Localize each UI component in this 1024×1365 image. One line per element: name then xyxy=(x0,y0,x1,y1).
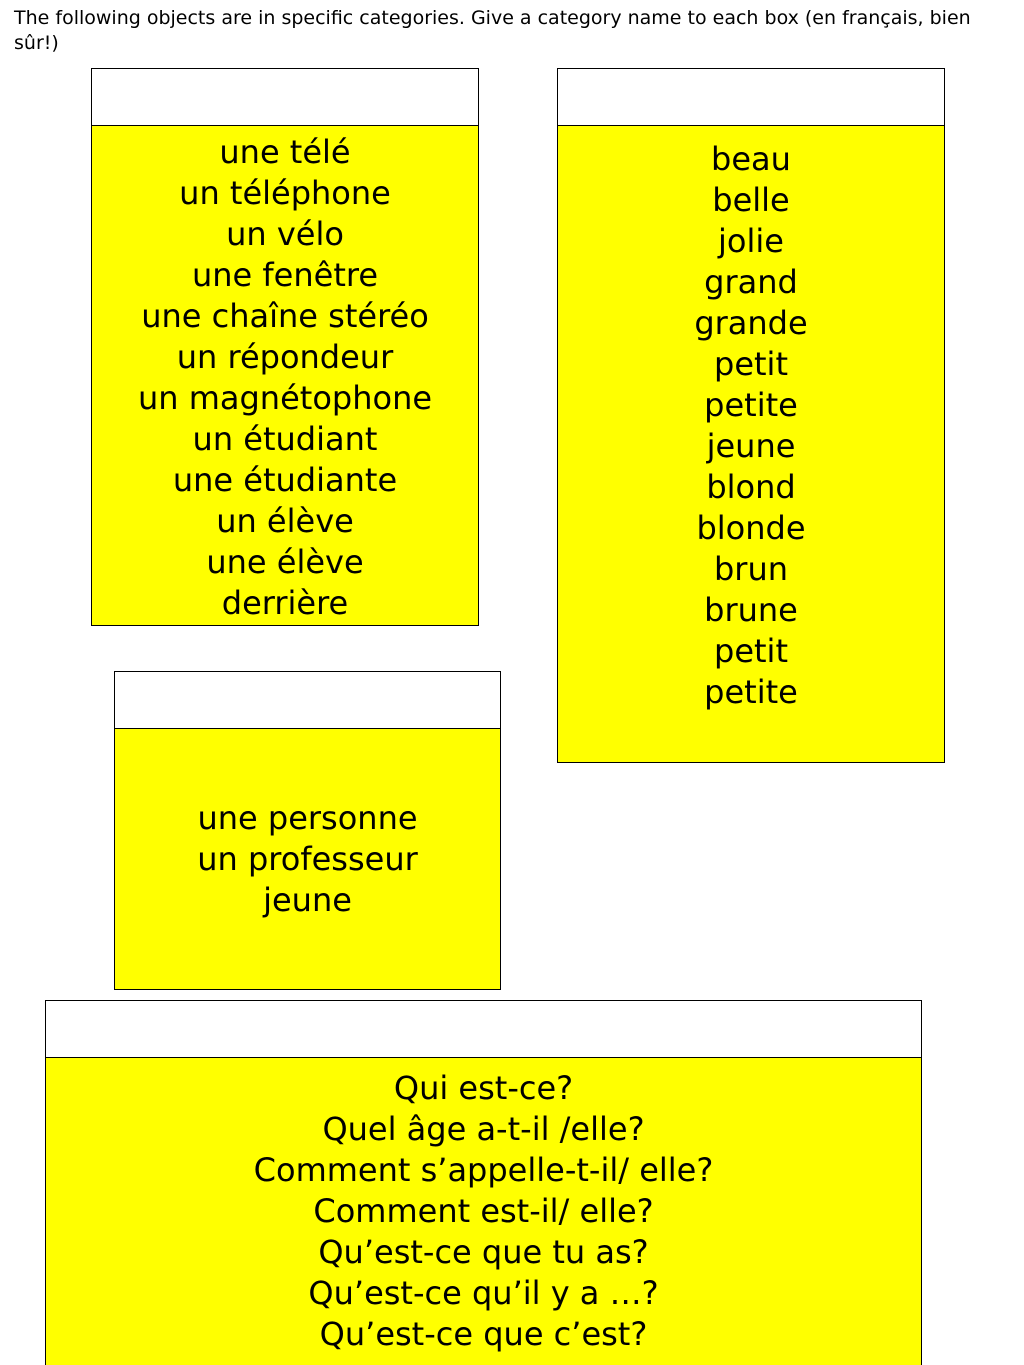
word-list xyxy=(558,126,944,713)
list-item: petite xyxy=(704,386,798,424)
word-list xyxy=(46,1058,921,1355)
list-item: petit xyxy=(714,632,788,670)
list-item: petite xyxy=(704,673,798,711)
category-box-objects xyxy=(91,68,479,626)
list-item: Comment s’appelle-t-il/ elle? xyxy=(253,1151,714,1189)
list-item: une fenêtre xyxy=(191,256,379,294)
word-list xyxy=(115,729,500,921)
list-item: grand xyxy=(704,263,798,301)
list-item: grande xyxy=(694,304,808,342)
list-item: brun xyxy=(713,550,789,588)
list-item: un étudiant xyxy=(192,420,378,458)
list-item: jeune xyxy=(263,881,352,919)
category-name-field-3[interactable] xyxy=(115,672,500,729)
list-item: une élève xyxy=(206,543,364,581)
word-list xyxy=(92,126,478,624)
list-item: Qu’est-ce qu’il y a …? xyxy=(308,1274,659,1312)
list-item: blonde xyxy=(696,509,806,547)
list-item: un répondeur xyxy=(176,338,394,376)
list-item: une télé xyxy=(219,133,351,171)
list-item: Qui est-ce? xyxy=(393,1069,574,1107)
list-item: une étudiante xyxy=(172,461,398,499)
category-box-questions xyxy=(45,1000,922,1365)
category-box-adjectives xyxy=(557,68,945,763)
list-item: jolie xyxy=(718,222,784,260)
list-item: Quel âge a-t-il /elle? xyxy=(322,1110,645,1148)
list-item: blond xyxy=(706,468,796,506)
list-item: Qu’est-ce que c’est? xyxy=(319,1315,648,1353)
list-item: un élève xyxy=(216,502,354,540)
list-item: un vélo xyxy=(226,215,344,253)
list-item: un magnétophone xyxy=(137,379,433,417)
list-item: un téléphone xyxy=(179,174,391,212)
list-item: derrière xyxy=(221,584,349,622)
list-item: une personne xyxy=(197,799,418,837)
list-item: jeune xyxy=(706,427,796,465)
list-item: belle xyxy=(712,181,790,219)
instructions-text: The following objects are in specific categories. Give a category name to each box (en français, bien sûr!) xyxy=(14,7,971,54)
list-item: un professeur xyxy=(197,840,418,878)
list-item: brune xyxy=(704,591,798,629)
list-item: Comment est-il/ elle? xyxy=(313,1192,654,1230)
list-item: Qu’est-ce que tu as? xyxy=(318,1233,649,1271)
category-name-field-4[interactable] xyxy=(46,1001,921,1058)
list-item: beau xyxy=(711,140,791,178)
list-item: une chaîne stéréo xyxy=(141,297,429,335)
category-name-field-2[interactable] xyxy=(558,69,944,126)
list-item: petit xyxy=(714,345,788,383)
category-box-people xyxy=(114,671,501,990)
category-name-field-1[interactable] xyxy=(92,69,478,126)
